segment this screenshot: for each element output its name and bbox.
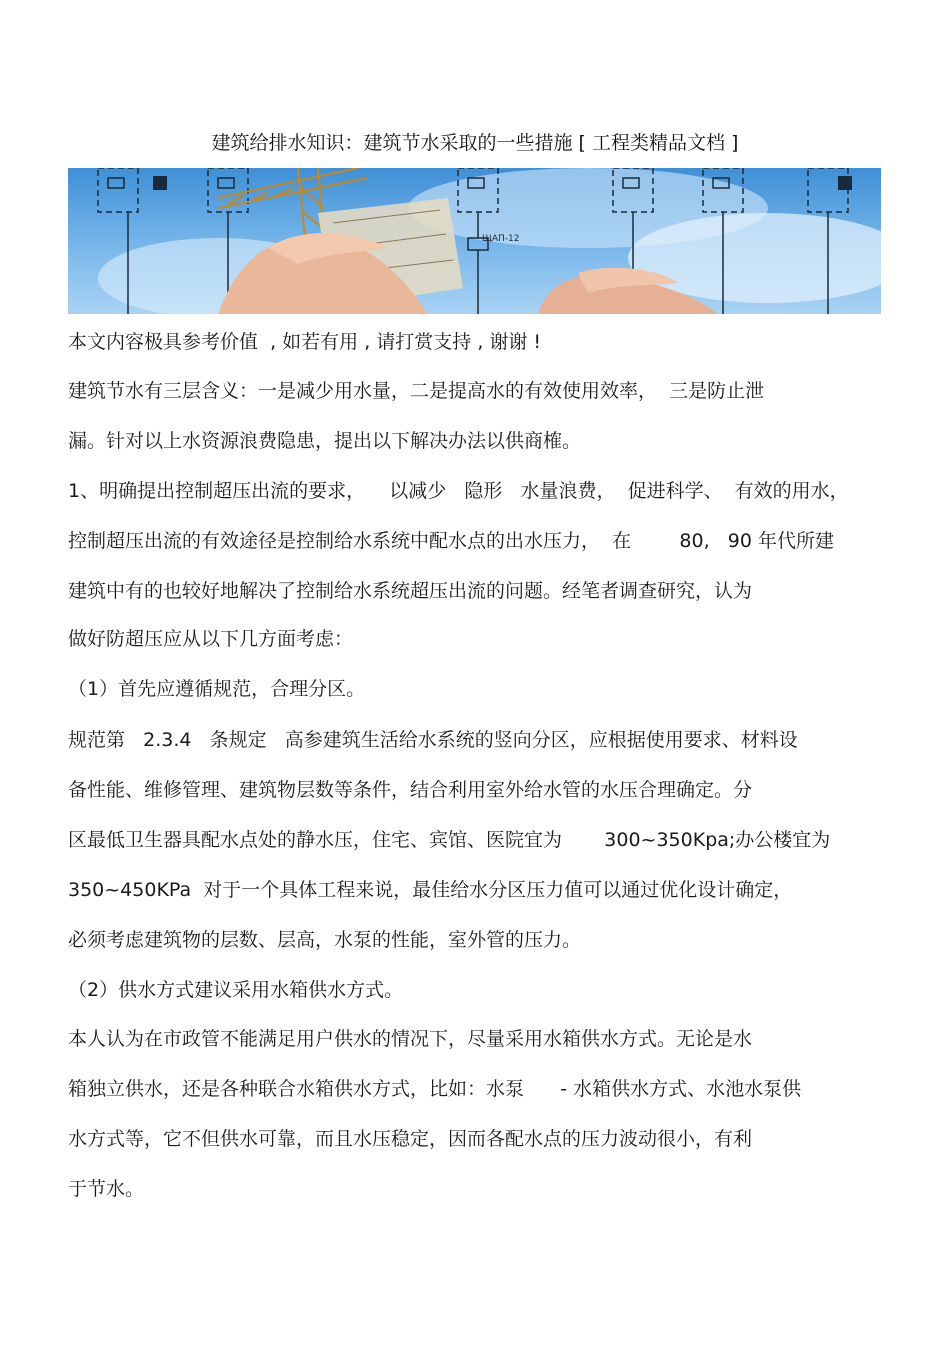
text-line: 做好防超压应从以下几方面考虑： — [68, 628, 354, 650]
text-line: 本文内容极具参考价值 , 如若有用 , 请打赏支持 , 谢谢 ! — [68, 331, 542, 353]
document-title: 建筑给排水知识：建筑节水采取的一些措施 [ 工程类精品文档 ] — [211, 132, 739, 154]
banner-illustration — [68, 168, 881, 314]
text-line: 规范第 2.3.4 条规定 高参建筑生活给水系统的竖向分区，应根据使用要求、材料设 — [68, 729, 798, 751]
banner-label: ЩАП-12 — [482, 234, 520, 244]
text-line: 备性能、维修管理、建筑物层数等条件，结合利用室外给水管的水压合理确定。分 — [68, 779, 753, 801]
text-line: 控制超压出流的有效途径是控制给水系统中配水点的出水压力， 在 80, 90 年代所建 — [68, 530, 834, 552]
text-line: 建筑节水有三层含义：一是减少用水量，二是提高水的有效使用效率， 三是防止泄 — [68, 380, 765, 402]
text-line: 350~450KPa 对于一个具体工程来说，最佳给水分区压力值可以通过优化设计确定， — [68, 879, 793, 901]
text-line: 本人认为在市政管不能满足用户供水的情况下，尽量采用水箱供水方式。无论是水 — [68, 1028, 753, 1050]
text-line: 漏。针对以上水资源浪费隐患，提出以下解决办法以供商榷。 — [68, 430, 582, 452]
text-line: 区最低卫生器具配水点处的静水压，住宅、宾馆、医院宜为 300~350Kpa;办公楼宜为 — [68, 829, 831, 851]
text-line: 箱独立供水，还是各种联合水箱供水方式，比如：水泵 - 水箱供水方式、水池水泵供 — [68, 1078, 802, 1100]
text-line: 1、明确提出控制超压出流的要求， 以减少 隐形 水量浪费， 促进科学、 有效的用水， — [68, 480, 849, 502]
text-line: （2）供水方式建议采用水箱供水方式。 — [68, 979, 404, 1001]
header-banner-image — [68, 168, 881, 314]
text-line: 必须考虑建筑物的层数、层高，水泵的性能，室外管的压力。 — [68, 929, 582, 951]
text-line: 建筑中有的也较好地解决了控制给水系统超压出流的问题。经笔者调查研究，认为 — [68, 580, 753, 602]
text-line: 水方式等，它不但供水可靠，而且水压稳定，因而各配水点的压力波动很小，有利 — [68, 1128, 753, 1150]
text-line: 于节水。 — [68, 1178, 145, 1200]
text-line: （1）首先应遵循规范，合理分区。 — [68, 678, 366, 700]
